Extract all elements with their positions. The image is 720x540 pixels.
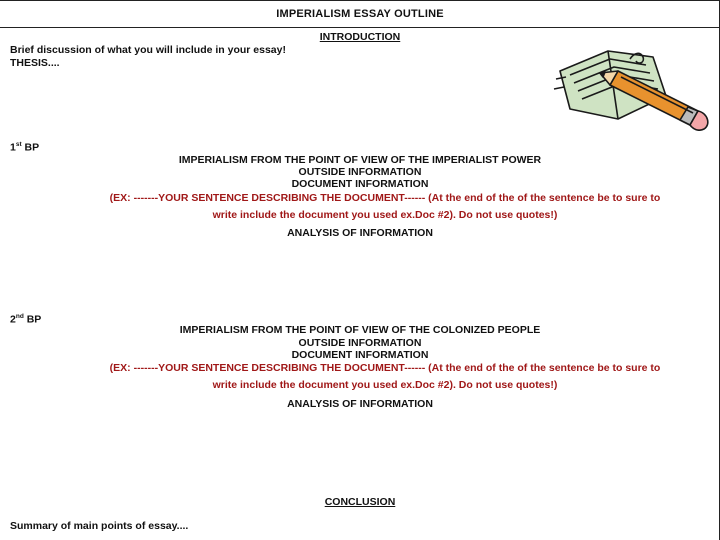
bp2-label: 2nd BP xyxy=(10,313,42,326)
bp2-example-text xyxy=(60,360,710,394)
bp2-document-information: DOCUMENT INFORMATION xyxy=(291,349,429,361)
bp1-example-text xyxy=(60,190,710,224)
bp1-outside-information: OUTSIDE INFORMATION xyxy=(298,166,422,178)
title-divider xyxy=(0,27,720,28)
paper-and-pencil-icon xyxy=(548,41,718,131)
bp1-document-information: DOCUMENT INFORMATION xyxy=(291,178,429,190)
bp1-label: 1st BP xyxy=(10,141,40,154)
bp1-example-line-2: write include the document you used ex.Doc #2). Do not use quotes!) xyxy=(212,209,558,221)
intro-brief-line: Brief discussion of what you will include in your essay! xyxy=(10,44,286,56)
page-title: IMPERIALISM ESSAY OUTLINE xyxy=(276,8,444,20)
bp2-example-line-1: (EX: -------YOUR SENTENCE DESCRIBING THE DOCUMENT------ (At the end of the of the sentence be to sure to xyxy=(109,362,661,374)
conclusion-summary-line: Summary of main points of essay.... xyxy=(10,520,189,532)
bp2-outside-information: OUTSIDE INFORMATION xyxy=(298,337,422,349)
bp2-header: IMPERIALISM FROM THE POINT OF VIEW OF THE COLONIZED PEOPLE xyxy=(179,324,541,336)
bp1-analysis: ANALYSIS OF INFORMATION xyxy=(287,227,433,239)
bp1-header: IMPERIALISM FROM THE POINT OF VIEW OF THE IMPERIALIST POWER xyxy=(178,154,542,166)
conclusion-heading: CONCLUSION xyxy=(324,496,396,508)
bp2-analysis: ANALYSIS OF INFORMATION xyxy=(287,398,433,410)
bp2-example-line-2: write include the document you used ex.Doc #2). Do not use quotes!) xyxy=(212,379,558,391)
bp1-example-line-1: (EX: -------YOUR SENTENCE DESCRIBING THE DOCUMENT------ (At the end of the of the sentence be to sure to xyxy=(109,192,661,204)
thesis-line: THESIS.... xyxy=(10,57,60,69)
introduction-heading: INTRODUCTION xyxy=(319,31,401,43)
